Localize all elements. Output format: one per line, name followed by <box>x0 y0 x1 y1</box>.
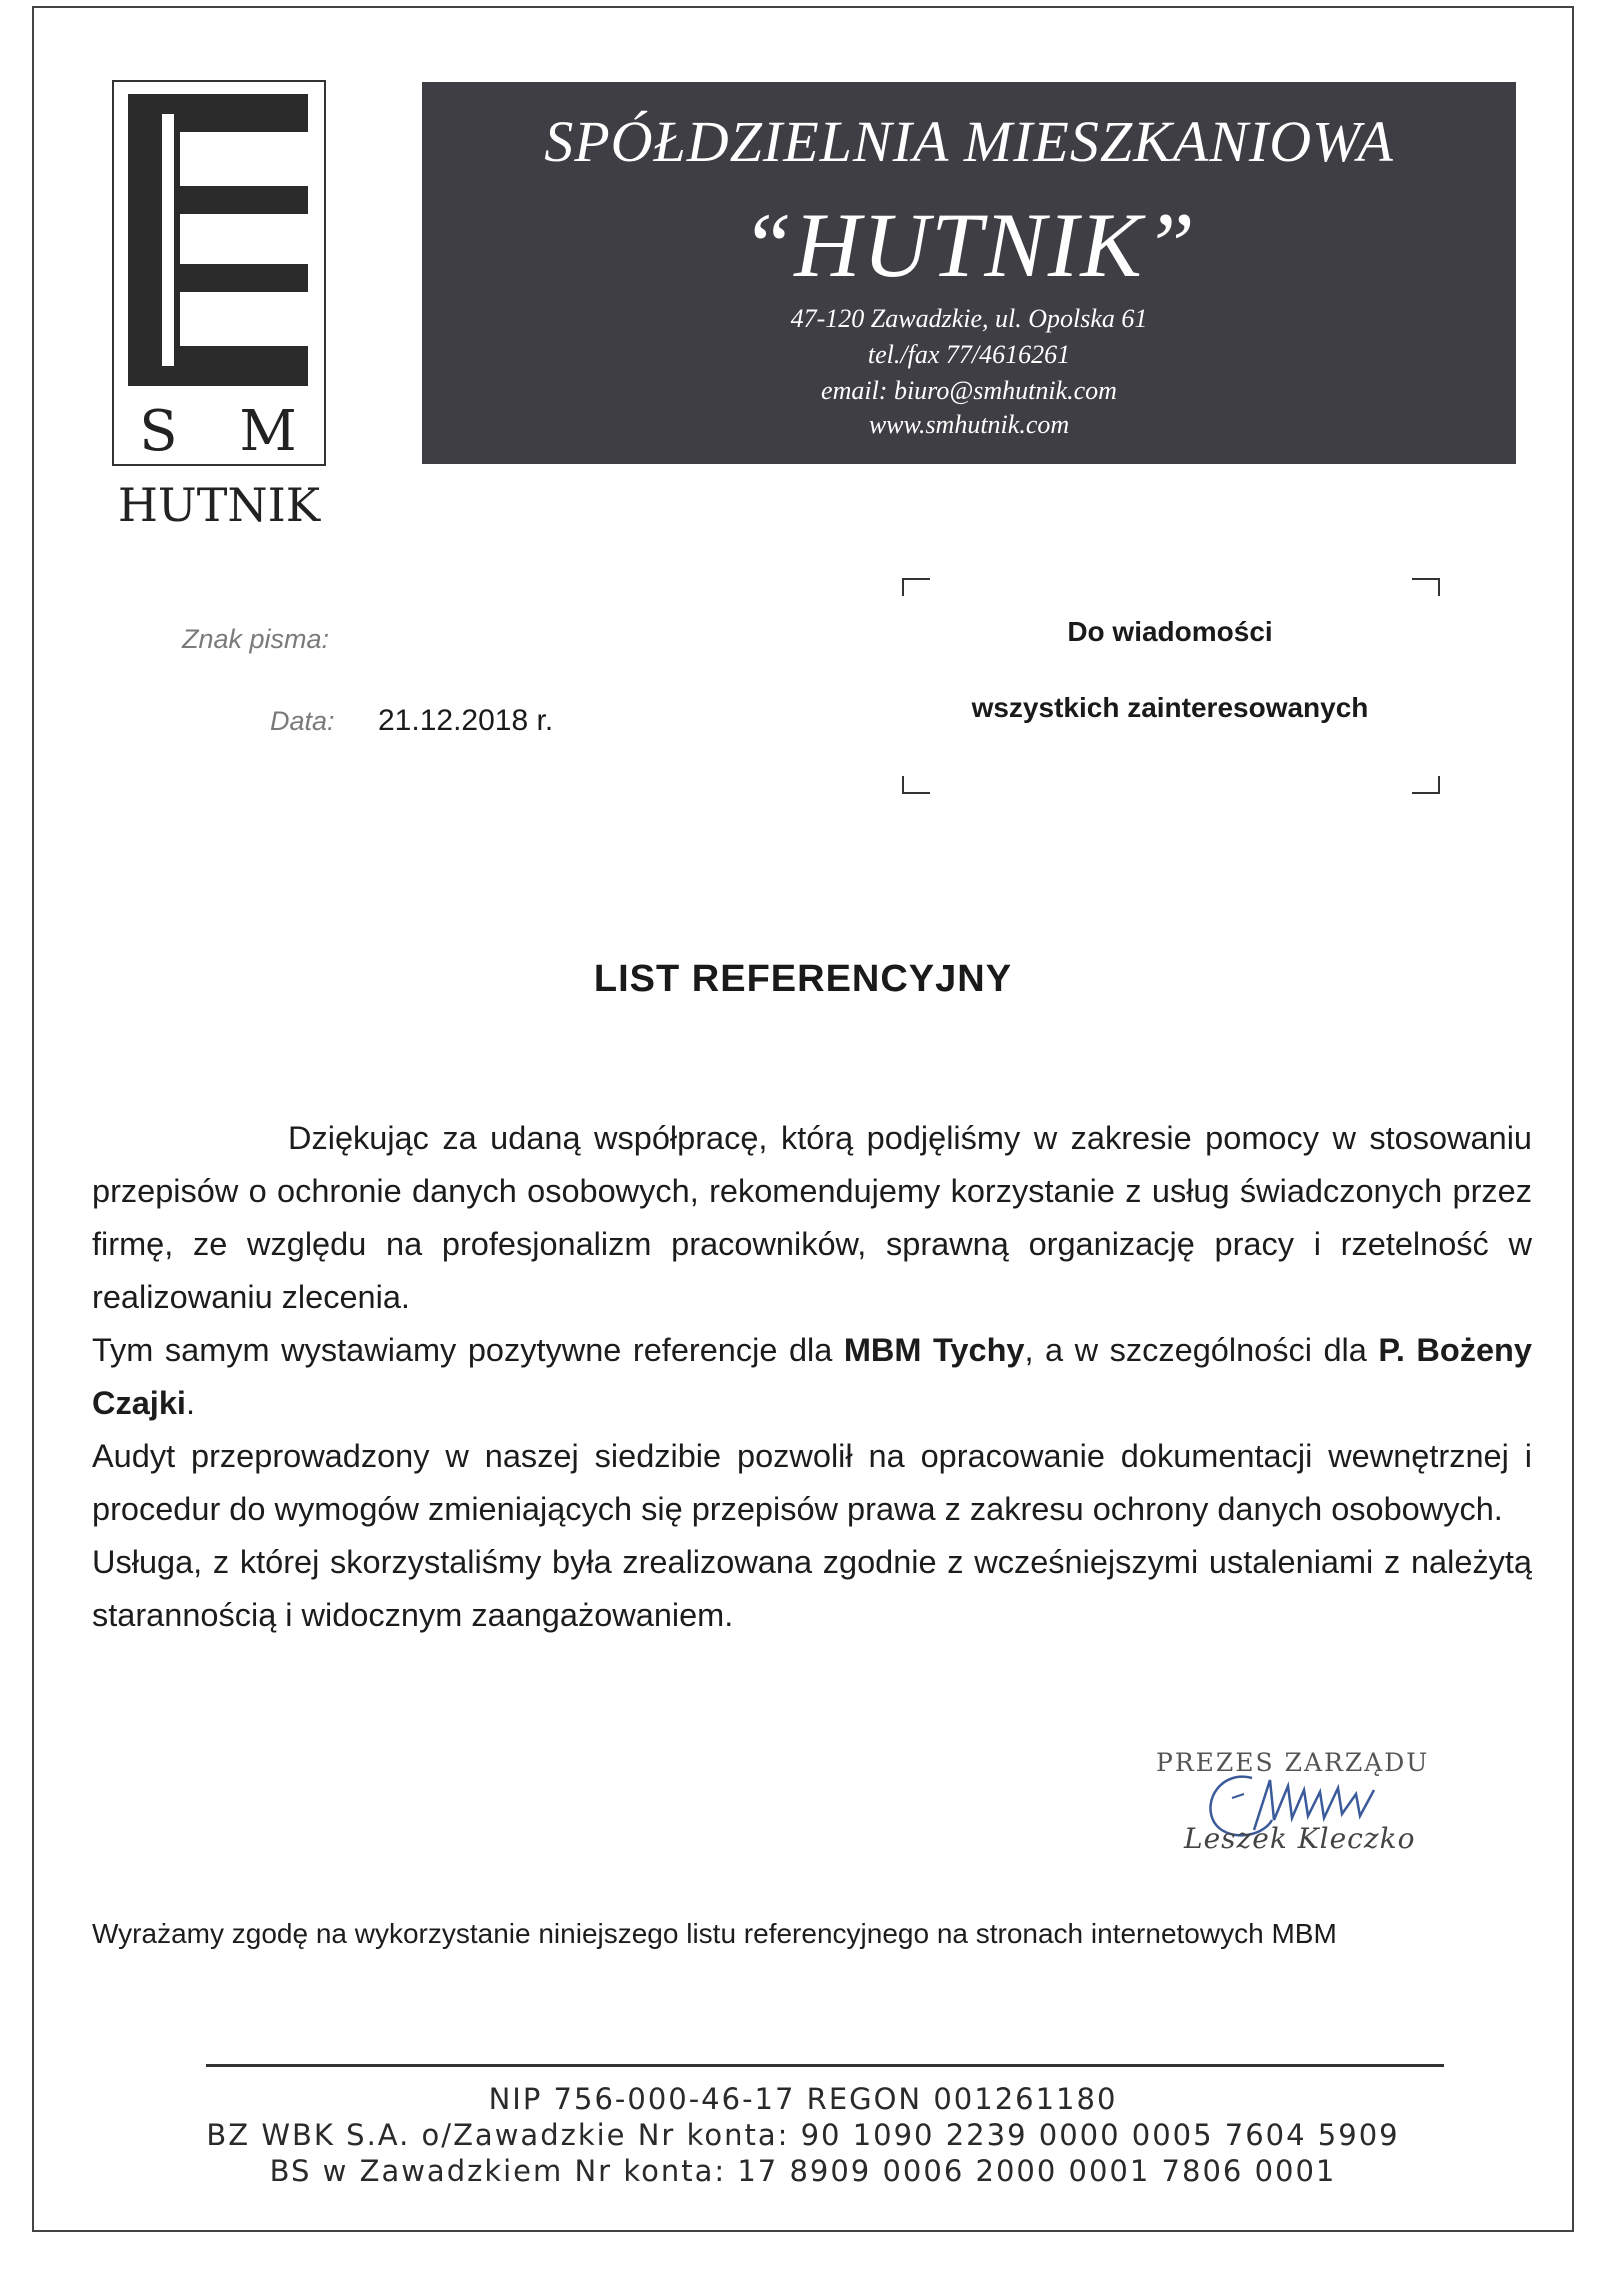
company-logo <box>112 80 326 532</box>
company-name: MBM Tychy <box>843 1332 1025 1368</box>
logo-name: HUTNIK <box>117 478 321 532</box>
reference-label: Znak pisma: <box>182 624 330 654</box>
consent-statement: Wyrażamy zgodę na wykorzystanie niniejszego listu referencyjnego na stronach internetowych MBM <box>92 1918 1337 1949</box>
logo-e-mark <box>128 94 308 386</box>
signature-role: PREZES ZARZĄDU <box>1156 1748 1430 1777</box>
footer-tax-ids: NIP 756-000-46-17 REGON 001261180 <box>488 2082 1118 2116</box>
date-label: Data: <box>270 706 335 736</box>
org-name: “HUTNIK” <box>741 194 1197 296</box>
footer-bank-account-1: BZ WBK S.A. o/Zawadzkie Nr konta: 90 1090 2239 0000 0005 7604 5909 <box>206 2118 1400 2152</box>
body-paragraph-4: Usługa, z której skorzystaliśmy była zrealizowana zgodnie z wcześniejszymi ustaleniami z należytą starannością i widocznym zaangażowaniem. <box>92 1544 1532 1633</box>
org-email: email: biuro@smhutnik.com <box>821 376 1117 405</box>
body-paragraph-1: Dziękując za udaną współpracę, którą podjęliśmy w zakresie pomocy w stosowaniu przepisów o ochronie danych osobowych, rekomendujemy korzystanie z usług świadczonych przez firmę, ze względu na profesjonalizm pracowników, sprawną organizację pracy i rzetelność w realizowaniu zlecenia. <box>92 1120 1532 1315</box>
letter-title: LIST REFERENCYJNY <box>593 958 1013 1000</box>
org-title: SPÓŁDZIELNIA MIESZKANIOWA <box>544 109 1394 174</box>
footer-bank-account-2: BS w Zawadzkiem Nr konta: 17 8909 0006 2000 0001 7806 0001 <box>269 2154 1337 2188</box>
org-website: www.smhutnik.com <box>868 410 1070 439</box>
bracket-top-left <box>902 578 930 596</box>
bracket-top-right <box>1412 578 1440 596</box>
body-paragraph-3: Audyt przeprowadzony w naszej siedzibie pozwolił na opracowanie dokumentacji wewnętrznej i procedur do wymogów zmieniających się przepisów prawa z zakresu ochrony danych osobowych. <box>92 1438 1532 1527</box>
letter-body <box>92 1112 1532 1642</box>
org-address: 47-120 Zawadzkie, ul. Opolska 61 <box>790 304 1148 333</box>
logo-letters: S M <box>139 399 319 464</box>
signatory-name: Leszek Kleczko <box>1184 1822 1416 1855</box>
bracket-bottom-left <box>902 776 930 794</box>
letterhead-banner <box>422 82 1516 464</box>
footer-divider <box>206 2064 1444 2067</box>
person-name: P. Bożeny Czajki <box>92 1332 1532 1421</box>
body-paragraph-2: Tym samym wystawiamy pozytywne referencje dla MBM Tychy, a w szczególności dla P. Bożeny Czajki. <box>92 1332 1532 1421</box>
org-phone: tel./fax 77/4616261 <box>867 340 1071 369</box>
date-value: 21.12.2018 r. <box>378 704 554 737</box>
recipient-line-2: wszystkich zainteresowanych <box>971 692 1369 723</box>
bracket-bottom-right <box>1412 776 1440 794</box>
recipient-line-1: Do wiadomości <box>1067 616 1273 647</box>
